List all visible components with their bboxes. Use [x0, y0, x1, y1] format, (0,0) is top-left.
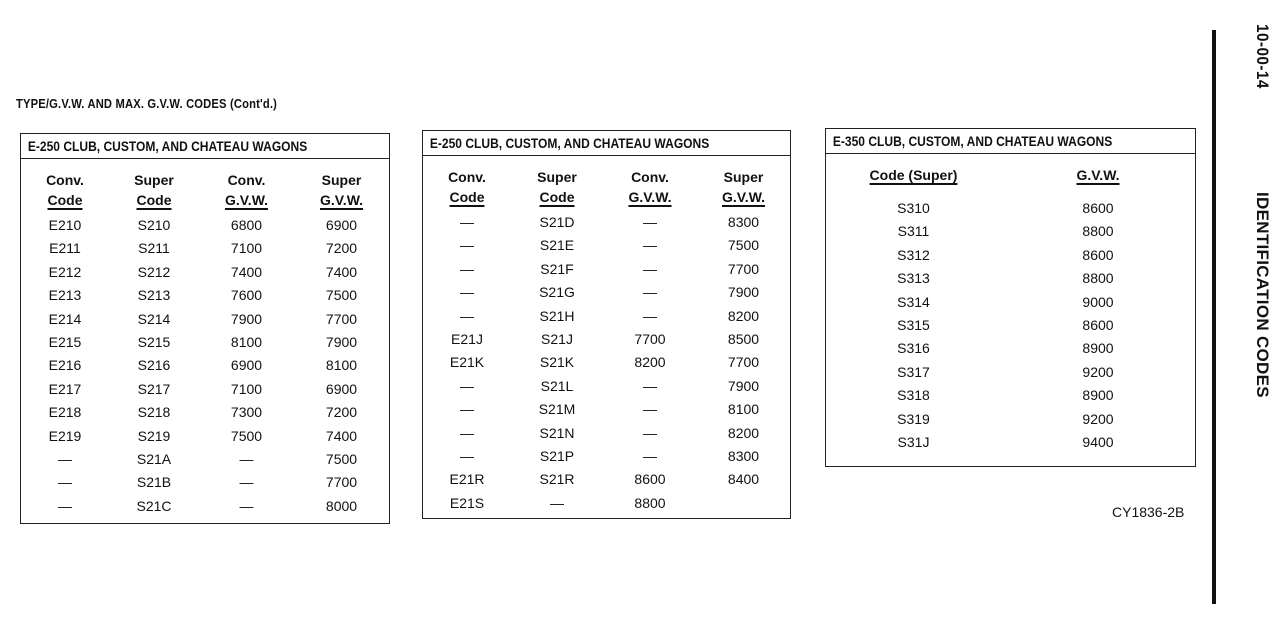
cell-gvw: 8900	[1082, 340, 1114, 357]
cell-gvw: 8900	[1082, 387, 1114, 404]
cell-super-code: S212	[137, 263, 171, 280]
column-header-line: Code	[136, 192, 172, 208]
cell-gvw: 9200	[1082, 363, 1114, 380]
column-header-super-code	[109, 170, 199, 210]
cell-conv-gvw: 8100	[230, 334, 263, 350]
cell-conv-code: E210	[48, 217, 82, 233]
cell-super-code: S21R	[539, 471, 575, 488]
cell-super-code: S214	[137, 310, 171, 327]
cell-super-code: S21N	[539, 424, 575, 441]
cell-super-code: S319	[897, 410, 930, 427]
cell-conv-gvw: —	[643, 307, 657, 324]
cell-conv-gvw: 7100	[230, 240, 263, 257]
cell-super-gvw: 6900	[325, 217, 358, 233]
cell-super-code: S21G	[539, 284, 575, 301]
cell-conv-gvw: —	[643, 237, 657, 254]
cell-gvw: 8600	[1082, 200, 1114, 216]
cell-super-gvw: 8300	[727, 214, 760, 230]
cell-conv-code: E21S	[449, 494, 485, 511]
cell-super-gvw: 7700	[325, 474, 358, 491]
cell-conv-code: E212	[48, 263, 82, 280]
cell-super-gvw: 8300	[727, 448, 760, 464]
cell-conv-gvw: 7900	[230, 310, 263, 327]
cell-conv-gvw: 8800	[634, 494, 666, 511]
column-header-line: Code	[539, 189, 575, 205]
cell-super-code: S21K	[539, 354, 575, 371]
cell-super-gvw: 8200	[727, 424, 760, 441]
cell-conv-code: E218	[48, 404, 82, 421]
cell-conv-gvw: 7300	[230, 404, 263, 421]
column-header-line: Super	[134, 172, 174, 188]
cell-super-gvw: 6900	[325, 380, 358, 397]
cell-super-code: S210	[137, 217, 171, 233]
cell-super-gvw: 7900	[727, 284, 760, 301]
cell-conv-gvw: —	[643, 424, 657, 441]
column-header-conv-gvw	[199, 170, 294, 210]
cell-conv-gvw: —	[239, 497, 254, 514]
cell-conv-code: —	[460, 401, 474, 418]
cell-super-code: S315	[897, 317, 930, 333]
column-header-line: G.V.W.	[721, 189, 766, 205]
cell-super-gvw: 7400	[325, 427, 358, 444]
column-header-super-gvw	[294, 170, 389, 210]
column-header-line: Conv.	[46, 172, 84, 188]
column-header-line: Code (Super)	[869, 167, 958, 183]
cell-conv-code: E217	[48, 380, 82, 397]
cell-conv-code: E214	[48, 310, 82, 327]
cell-super-code: S218	[137, 404, 171, 421]
column-header-line: Conv.	[448, 169, 486, 185]
cell-super-code: S21B	[136, 474, 172, 491]
cell-super-code: S311	[897, 223, 930, 240]
cell-conv-gvw: 7100	[230, 380, 263, 397]
cell-super-gvw: 8000	[325, 497, 358, 514]
cell-conv-code: —	[460, 260, 474, 277]
cell-super-code: S21A	[136, 451, 172, 467]
cell-super-gvw: 7500	[325, 451, 358, 467]
cell-super-gvw: 7700	[727, 260, 760, 277]
cell-super-code: —	[550, 494, 564, 511]
cell-conv-code: —	[460, 214, 474, 230]
column-header-line: Code	[449, 189, 485, 205]
cell-super-gvw: 8100	[325, 357, 358, 374]
table-title	[21, 134, 389, 159]
table-title	[423, 131, 790, 156]
cell-conv-code: —	[460, 284, 474, 301]
column-header-conv-code	[423, 167, 511, 207]
cell-conv-code: E219	[48, 427, 82, 444]
cell-super-code: S316	[897, 340, 930, 357]
cell-super-gvw: 7200	[325, 404, 358, 421]
column-header-line: Super	[723, 169, 764, 185]
cell-super-gvw: 7700	[325, 310, 358, 327]
cell-conv-gvw: —	[643, 214, 657, 230]
cell-super-code: S216	[137, 357, 171, 374]
column-header-line: G.V.W.	[1076, 167, 1120, 183]
cell-super-gvw: 7900	[325, 334, 358, 350]
cell-conv-code: E213	[48, 287, 82, 304]
cell-super-gvw: 7700	[727, 354, 760, 371]
cell-super-code: S314	[897, 293, 930, 310]
cell-super-code: S312	[897, 246, 930, 263]
figure-reference: CY1836-2B	[1112, 504, 1185, 520]
cell-conv-gvw: —	[643, 284, 657, 301]
table-title	[826, 129, 1195, 154]
cell-super-code: S21H	[539, 307, 575, 324]
table-title-text: E-350 CLUB, CUSTOM, AND CHATEAU WAGONS	[832, 133, 1113, 149]
cell-super-gvw: 8200	[727, 307, 760, 324]
column-header-line: Code	[47, 192, 83, 208]
cell-conv-gvw: 6900	[230, 357, 263, 374]
column-header-line: G.V.W.	[628, 189, 672, 205]
column-header-conv-gvw	[603, 167, 697, 207]
cell-conv-gvw: —	[643, 260, 657, 277]
side-heading: IDENTIFICATION CODES	[1253, 192, 1272, 398]
cell-super-code: S21J	[541, 331, 573, 347]
e350-table	[825, 128, 1196, 467]
cell-conv-code: E211	[49, 240, 81, 257]
cell-conv-gvw: 7600	[230, 287, 263, 304]
cell-gvw: 8600	[1082, 317, 1114, 333]
cell-conv-gvw: 6800	[230, 217, 263, 233]
cell-conv-gvw: —	[239, 474, 254, 491]
cell-conv-code: E215	[48, 334, 82, 350]
cell-super-code: S213	[137, 287, 171, 304]
table-title-text: E-250 CLUB, CUSTOM, AND CHATEAU WAGONS	[27, 138, 308, 154]
cell-conv-gvw: 7500	[230, 427, 263, 444]
cell-conv-gvw: —	[643, 401, 657, 418]
cell-gvw: 8800	[1082, 223, 1114, 240]
margin-rule	[1212, 30, 1216, 604]
cell-super-gvw: 8400	[727, 471, 760, 488]
cell-conv-code: E216	[48, 357, 82, 374]
cell-super-code: S215	[137, 334, 171, 350]
column-header-super-code	[826, 165, 1001, 185]
cell-super-gvw: 7500	[727, 237, 760, 254]
cell-gvw: 9200	[1082, 410, 1114, 427]
column-header-line: G.V.W.	[319, 192, 364, 208]
cell-conv-code: E21R	[449, 471, 485, 488]
cell-super-code: S31J	[897, 434, 930, 450]
e250-table-1	[20, 133, 390, 524]
column-header-line: Super	[537, 169, 577, 185]
cell-super-code: S310	[897, 200, 930, 216]
cell-super-gvw: 7500	[325, 287, 358, 304]
page-number: 10-00-14	[1253, 24, 1272, 89]
column-header-line: Super	[321, 172, 362, 188]
cell-super-gvw: 7200	[325, 240, 358, 257]
cell-super-gvw: 7400	[325, 263, 358, 280]
cell-super-code: S21P	[539, 448, 575, 464]
column-header-line: Conv.	[227, 172, 266, 188]
cell-conv-code: —	[460, 377, 474, 394]
column-header-line: G.V.W.	[224, 192, 269, 208]
cell-gvw: 9000	[1082, 293, 1114, 310]
column-header-conv-code	[21, 170, 109, 210]
cell-conv-gvw: 8200	[634, 354, 666, 371]
cell-super-code: S21L	[540, 377, 574, 394]
cell-super-gvw: 8100	[727, 401, 760, 418]
cell-conv-gvw: —	[239, 451, 254, 467]
cell-conv-gvw: 7700	[634, 331, 666, 347]
cell-conv-code: —	[460, 448, 474, 464]
cell-super-code: S21D	[539, 214, 575, 230]
cell-super-code: S317	[897, 363, 930, 380]
cell-conv-gvw: —	[643, 377, 657, 394]
cell-conv-code: —	[460, 424, 474, 441]
cell-conv-code: E21J	[451, 331, 483, 347]
cell-conv-code: —	[58, 497, 72, 514]
cell-conv-code: —	[460, 237, 474, 254]
cell-super-code: S219	[137, 427, 171, 444]
cell-super-code: S313	[897, 270, 930, 287]
cell-super-code: S21M	[538, 401, 576, 418]
cell-super-gvw: 8500	[727, 331, 760, 347]
cell-conv-gvw: 8600	[634, 471, 666, 488]
column-header-gvw	[1001, 165, 1195, 185]
cell-super-code: S318	[897, 387, 930, 404]
column-header-line: Conv.	[631, 169, 669, 185]
cell-conv-gvw: 7400	[230, 263, 263, 280]
cell-conv-code: —	[58, 474, 72, 491]
cell-gvw: 8600	[1082, 246, 1114, 263]
cell-conv-code: —	[460, 307, 474, 324]
cell-conv-gvw: —	[643, 448, 657, 464]
cell-conv-code: —	[58, 451, 72, 467]
cell-conv-code: E21K	[449, 354, 485, 371]
table-title-text: E-250 CLUB, CUSTOM, AND CHATEAU WAGONS	[429, 135, 710, 151]
column-header-super-code	[511, 167, 603, 207]
cell-super-gvw: 7900	[727, 377, 760, 394]
e250-table-2	[422, 130, 791, 519]
cell-super-code: S21C	[136, 497, 172, 514]
cell-super-code: S211	[138, 240, 170, 257]
cell-super-code: S21F	[540, 260, 574, 277]
cell-super-code: S217	[137, 380, 171, 397]
cell-super-code: S21E	[539, 237, 575, 254]
cell-gvw: 8800	[1082, 270, 1114, 287]
column-header-super-gvw	[697, 167, 790, 207]
cell-gvw: 9400	[1082, 434, 1114, 450]
section-heading: TYPE/G.V.W. AND MAX. G.V.W. CODES (Cont'd.)	[16, 96, 278, 111]
